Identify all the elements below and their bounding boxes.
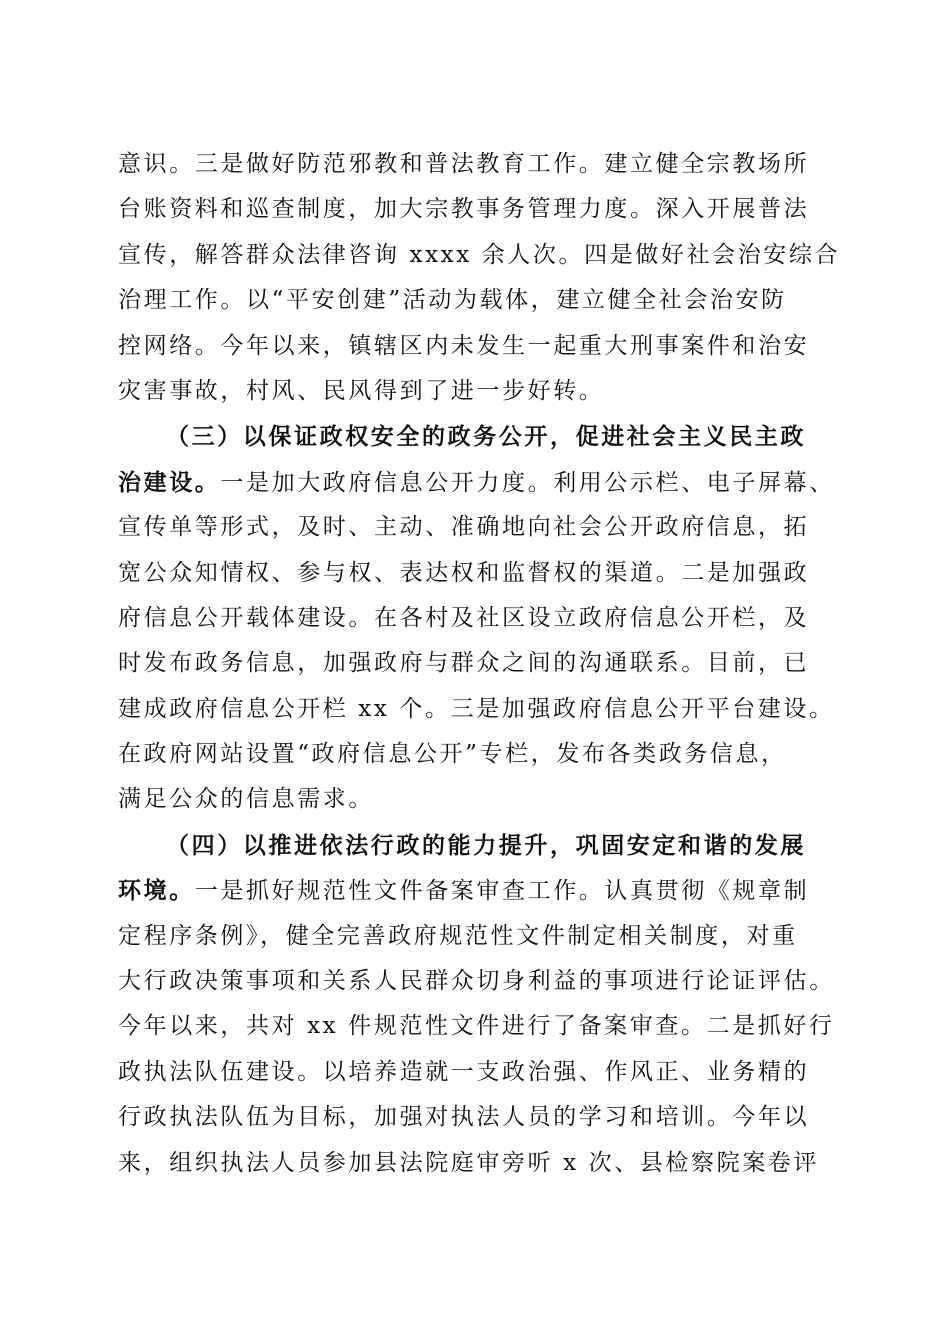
text-line: 宣传，解答群众法律咨询 xxxx 余人次。四是做好社会治安综合: [118, 241, 841, 268]
text-line: 在政府网站设置“政府信息公开”专栏，发布各类政务信息，: [118, 741, 787, 768]
section-3-heading-continuation: [118, 460, 833, 505]
text-line: 治理工作。以“平安创建”活动为载体，建立健全社会治安防: [118, 287, 787, 314]
text-line: 定程序条例》，健全完善政府规范性文件制定相关制度，对重: [118, 922, 798, 949]
section-4-heading: （四）以推进依法行政的能力提升，巩固安定和谐的发展: [166, 831, 806, 859]
text-line: 台账资料和巡查制度，加大宗教事务管理力度。深入开展普法: [118, 196, 810, 223]
body-text: [118, 142, 841, 1186]
text-line: 建成政府信息公开栏 xx 个。三是加强政府信息公开平台建设。: [118, 695, 835, 722]
text-line: 控网络。今年以来，镇辖区内未发生一起重大刑事案件和治安: [118, 332, 810, 359]
text-line: 府信息公开载体建设。在各村及社区设立政府信息公开栏，及: [118, 604, 810, 631]
text-line: 政执法队伍建设。以培养造就一支政治强、作风正、业务精的: [118, 1058, 810, 1085]
text-line: 行政执法队伍为目标，加强对执法人员的学习和培训。今年以: [118, 1104, 810, 1131]
text-line: 来，组织执法人员参加县法院庭审旁听 x 次、县检察院案卷评: [118, 1149, 819, 1176]
section-4-text: 一是抓好规范性文件备案审查工作。认真贯彻《规章制: [194, 878, 810, 905]
section-3-heading: （三）以保证政权安全的政务公开，促进社会主义民主政: [166, 423, 806, 451]
text-line: 灾害事故，村风、民风得到了进一步好转。: [118, 377, 605, 404]
section-3-heading-end: 治建设。: [118, 468, 221, 496]
text-line: 满足公众的信息需求。: [118, 786, 374, 813]
section-4-heading-continuation: [118, 868, 833, 913]
text-line: 今年以来，共对 xx 件规范性文件进行了备案审查。二是抓好行: [118, 1013, 835, 1040]
text-line: 意识。三是做好防范邪教和普法教育工作。建立健全宗教场所: [118, 151, 810, 177]
text-line: 宽公众知情权、参与权、表达权和监督权的渠道。二是加强政: [118, 559, 810, 586]
section-4-heading-end: 环境。: [118, 877, 195, 905]
section-3-text: 一是加大政府信息公开力度。利用公示栏、电子屏幕、: [220, 469, 835, 496]
text-line: 大行政决策事项和关系人民群众切身利益的事项进行论证评估。: [118, 968, 835, 995]
text-line: 宣传单等形式，及时、主动、准确地向社会公开政府信息，拓: [118, 514, 810, 541]
text-line: 时发布政务信息，加强政府与群众之间的沟通联系。目前，已: [118, 650, 810, 677]
